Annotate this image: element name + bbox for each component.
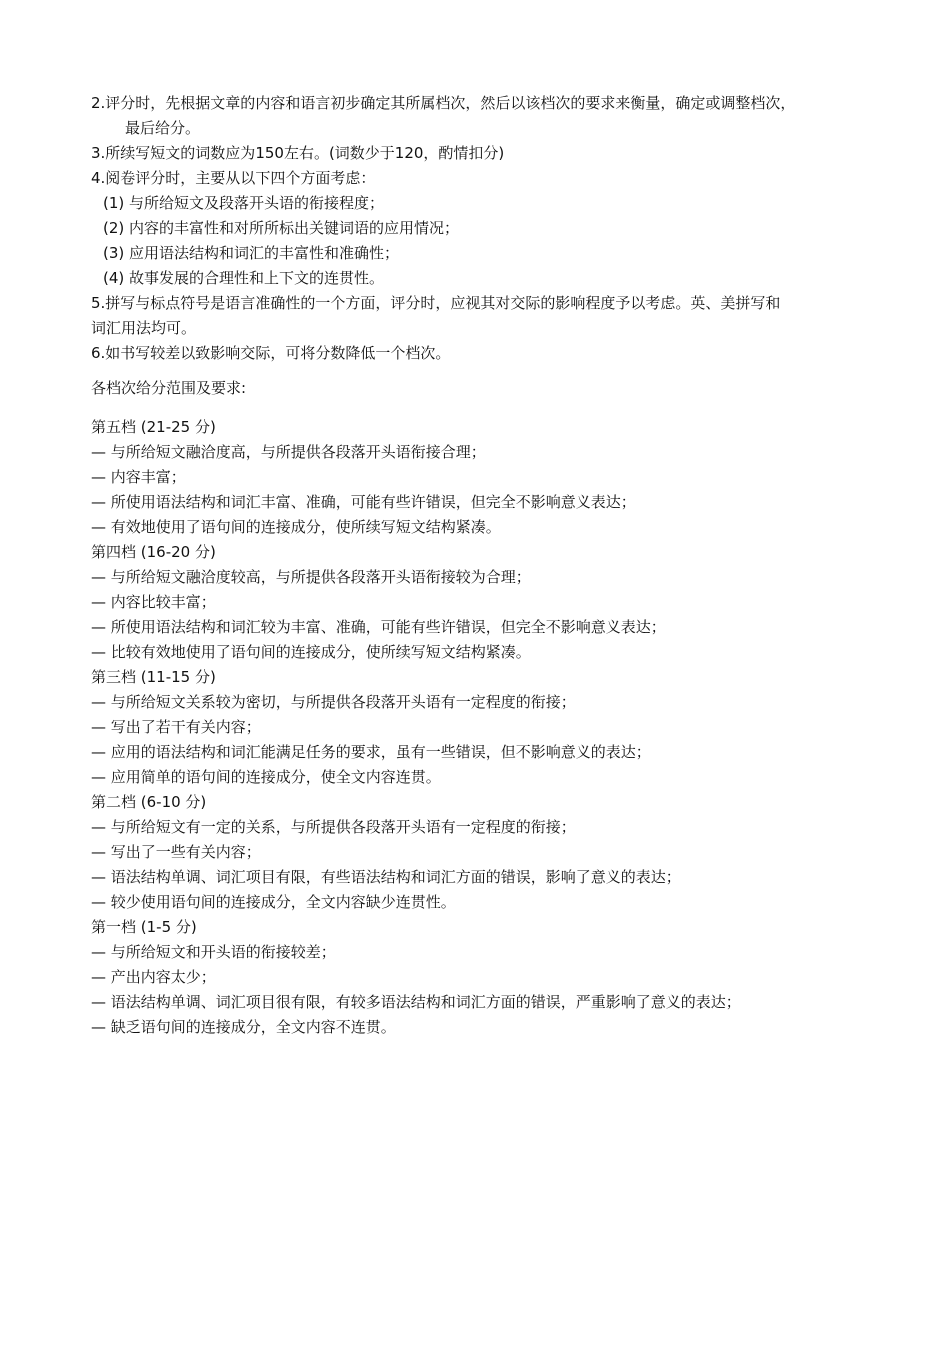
consideration-item: (2) 内容的丰富性和对所所标出关键词语的应用情况； <box>103 219 460 237</box>
tier-item: — 产出内容太少； <box>91 968 216 986</box>
tier-item: — 写出了若干有关内容； <box>91 718 261 736</box>
tier-item: — 内容丰富； <box>91 468 186 486</box>
tier-title: 第一档 (1-5 分) <box>91 918 197 936</box>
tier-2 <box>91 790 881 915</box>
tier-3 <box>91 665 881 790</box>
note-2 <box>91 91 881 141</box>
tier-item: — 有效地使用了语句间的连接成分，使所续写短文结构紧凑。 <box>91 518 501 536</box>
tier-item: — 与所给短文有一定的关系，与所提供各段落开头语有一定程度的衔接； <box>91 818 576 836</box>
tier-title: 第五档 (21-25 分) <box>91 418 216 436</box>
tier-item: — 与所给短文融洽度高，与所提供各段落开头语衔接合理； <box>91 443 486 461</box>
note-4: 4.阅卷评分时，主要从以下四个方面考虑： <box>91 169 376 187</box>
consideration-item: (4) 故事发展的合理性和上下文的连贯性。 <box>103 269 385 287</box>
note-2-line-2: 最后给分。 <box>125 119 201 137</box>
note-5-line-2: 词汇用法均可。 <box>91 319 197 337</box>
tier-item: — 与所给短文融洽度较高，与所提供各段落开头语衔接较为合理； <box>91 568 531 586</box>
note-6: 6.如书写较差以致影响交际，可将分数降低一个档次。 <box>91 344 451 362</box>
tier-item: — 语法结构单调、词汇项目很有限，有较多语法结构和词汇方面的错误，严重影响了意义的表达； <box>91 993 741 1011</box>
scoring-rules-document <box>91 91 881 1040</box>
tier-1 <box>91 915 881 1040</box>
tier-item: — 应用的语法结构和词汇能满足任务的要求，虽有一些错误，但不影响意义的表达； <box>91 743 651 761</box>
tier-item: — 比较有效地使用了语句间的连接成分，使所续写短文结构紧凑。 <box>91 643 531 661</box>
tier-title: 第四档 (16-20 分) <box>91 543 216 561</box>
tier-item: — 与所给短文关系较为密切，与所提供各段落开头语有一定程度的衔接； <box>91 693 576 711</box>
section-title: 各档次给分范围及要求: <box>91 379 247 397</box>
considerations-list <box>91 191 881 291</box>
consideration-item: (3) 应用语法结构和词汇的丰富性和准确性； <box>103 244 400 262</box>
tier-item: — 缺乏语句间的连接成分，全文内容不连贯。 <box>91 1018 396 1036</box>
note-3: 3.所续写短文的词数应为150左右。(词数少于120，酌情扣分) <box>91 144 505 162</box>
tier-item: — 应用简单的语句间的连接成分，使全文内容连贯。 <box>91 768 441 786</box>
tier-item: — 较少使用语句间的连接成分，全文内容缺少连贯性。 <box>91 893 456 911</box>
tier-title: 第二档 (6-10 分) <box>91 793 207 811</box>
tier-item: — 所使用语法结构和词汇较为丰富、准确，可能有些许错误，但完全不影响意义表达； <box>91 618 666 636</box>
note-2-line-1: 2.评分时，先根据文章的内容和语言初步确定其所属档次，然后以该档次的要求来衡量，确定或调整档次， <box>91 94 796 112</box>
tier-4 <box>91 540 881 665</box>
tier-item: — 与所给短文和开头语的衔接较差； <box>91 943 336 961</box>
tier-item: — 语法结构单调、词汇项目有限，有些语法结构和词汇方面的错误，影响了意义的表达； <box>91 868 681 886</box>
tier-item: — 写出了一些有关内容； <box>91 843 261 861</box>
tier-item: — 所使用语法结构和词汇丰富、准确，可能有些许错误，但完全不影响意义表达； <box>91 493 636 511</box>
tier-title: 第三档 (11-15 分) <box>91 668 216 686</box>
note-5-line-1: 5.拼写与标点符号是语言准确性的一个方面，评分时，应视其对交际的影响程度予以考虑。英、美拼写和 <box>91 294 781 312</box>
consideration-item: (1) 与所给短文及段落开头语的衔接程度； <box>103 194 385 212</box>
tier-5 <box>91 415 881 540</box>
tier-item: — 内容比较丰富； <box>91 593 216 611</box>
note-5 <box>91 291 881 341</box>
